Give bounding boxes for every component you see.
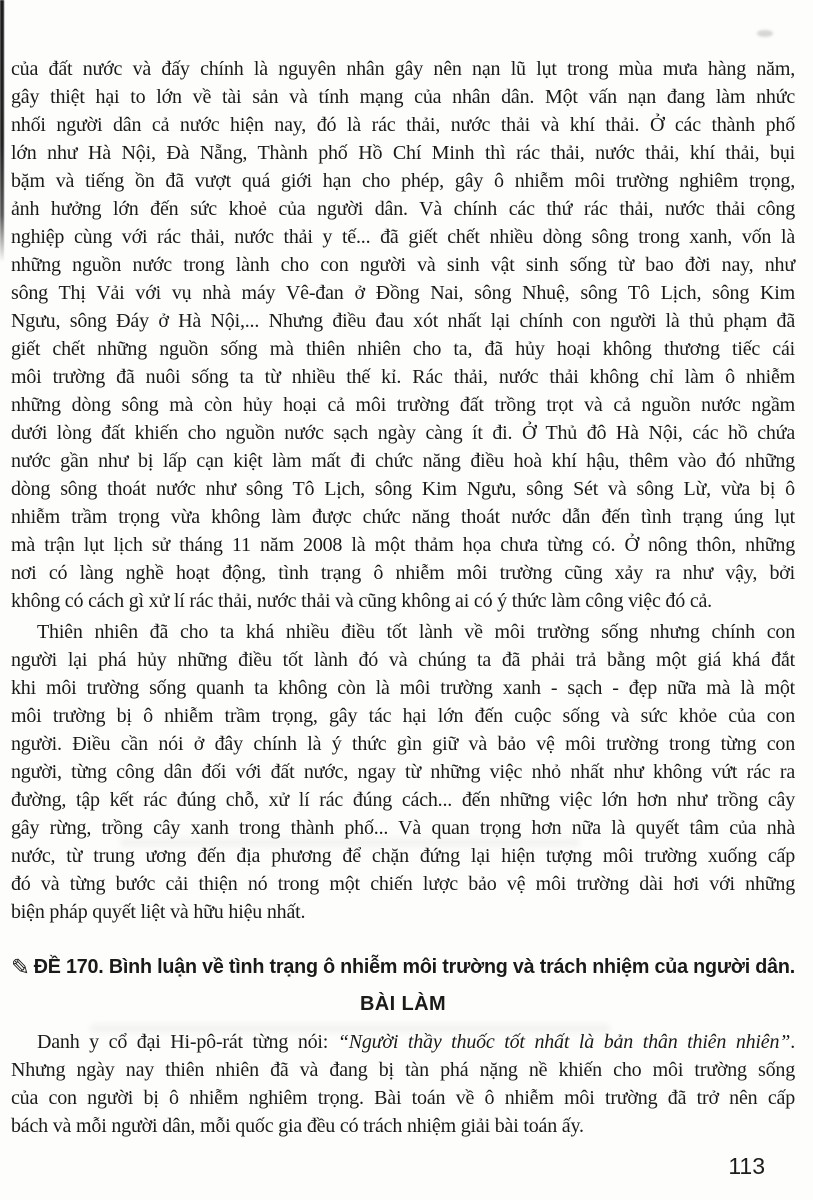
scan-artifact-left-edge [0,0,4,262]
text-line: người, từng công dân đối với đất nước, ngay từ những việc nhỏ nhất như không vứt rác ra [11,761,795,783]
text-line: gây thiệt hại to lớn về tài sản và tính mạng của nhân dân. Một vấn nạn đang làm nhức [11,86,795,108]
text-line: sông Thị Vải với vụ nhà máy Vê-đan ở Đồng Nai, sông Nhuệ, sông Tô Lịch, sông Kim [11,282,795,304]
text-line: biện pháp quyết liệt và hữu hiệu nhất. [11,901,306,923]
text-line: Thiên nhiên đã cho ta khá nhiều điều tốt lành về môi trường sống nhưng chính con [37,621,795,643]
text-line: nước gần như bị lấp cạn kiệt làm mất đi chức năng điều hoà khí hậu, thêm vào đó những [11,450,795,472]
essay-subheading: BÀI LÀM [359,993,447,1015]
page-number: 113 [728,1153,765,1179]
text-line: đường, tập kết rác đúng chỗ, xử lí rác đúng cách... đến những việc lớn hơn như trồng cây [11,789,795,811]
text-line: của đất nước và đấy chính là nguyên nhân gây nên nạn lũ lụt trong mùa mưa hàng năm, [11,58,795,80]
text-line: gây rừng, trồng cây xanh trong thành phố... Và quan trọng hơn nữa là quyết tâm của nhà [11,817,795,839]
text-line: Danh y cổ đại Hi-pô-rát từng nói: “Người thầy thuốc tốt nhất là bản thân thiên nhiên”. [37,1031,795,1053]
text-line: mà trận lụt lịch sử tháng 11 năm 2008 là một thảm họa chưa từng có. Ở nông thôn, những [11,534,795,556]
text-line: nghiệp cùng với rác thải, nước thải y tế... đã giết chết nhiều dòng sông trong xanh, vốn là [11,226,795,248]
text-line: Ngưu, sông Đáy ở Hà Nội,... Nhưng điều đau xót nhất lại chính con người là thủ phạm đã [11,310,795,332]
text-line: nước, từ trung ương đến địa phương để chặn đứng lại hiện tượng môi trường xuống cấp [11,845,795,867]
text-line: nơi có làng nghề hoạt động, tình trạng ô nhiễm môi trường cũng xảy ra như vậy, bởi [11,562,795,584]
paragraph-1 [11,55,795,615]
text-line: không có cách gì xử lí rác thải, nước thải và cũng không ai có ý thức làm công việc đó cả. [11,590,712,612]
text-line: môi trường bị ô nhiễm trầm trọng, gây tác hại lớn đến cuộc sống và sức khỏe của con [11,705,795,727]
text-line: người lại phá hủy những điều tốt lành đó và chúng ta đã phải trả bằng một giá khá đắt [11,649,795,671]
exercise-heading-text: ĐỀ 170. Bình luận về tình trạng ô nhiễm môi trường và trách nhiệm của người dân. [33,956,795,978]
text-line: ảnh hưởng lớn đến sức khoẻ của người dân. Và chính các thứ rác thải, nước thải công [11,198,795,220]
pencil-icon: ✎ [11,955,30,981]
text-line: dưới lòng đất khiến cho nguồn nước sạch ngày càng ít đi. Ở Thủ đô Hà Nội, các hồ chứa [11,422,795,444]
text-block [11,55,795,1140]
text-line: của con người bị ô nhiễm nghiêm trọng. Bài toán về ô nhiễm môi trường đã trở nên cấp [11,1087,795,1109]
text-line: môi trường đã nuôi sống ta từ nhiều thế kỉ. Rác thải, nước thải không chỉ làm ô nhiễm [11,366,795,388]
text-line: bặm và tiếng ồn đã vượt quá giới hạn cho phép, gây ô nhiễm môi trường nghiêm trọng, [11,170,795,192]
text-line: nhiễm trầm trọng vừa không làm được chức năng thoát nước dẫn đến tình trạng úng lụt [11,506,795,528]
exercise-heading [11,952,795,982]
text-line: Nhưng ngày nay thiên nhiên đã và đang bị tàn phá nặng nề khiến cho môi trường sống [11,1059,795,1081]
paragraph-2 [11,618,795,926]
text-line: giết chết những nguồn sống mà thiên nhiên cho ta, đã hủy hoại không thương tiếc cái [11,338,795,360]
text-line: khi môi trường sống quanh ta không còn là môi trường xanh - sạch - đẹp nữa mà là một [11,677,795,699]
text-line: những dòng sông mà còn hủy hoại cả môi trường đất trồng trọt và cả nguồn nước ngầm [11,394,795,416]
scan-artifact-top-right [757,30,773,37]
text-line: nhối người dân cả nước hiện nay, đó là rác thải, nước thải và khí thải. Ở các thành phố [11,114,795,136]
text-line: bách và mỗi người dân, mỗi quốc gia đều có trách nhiệm giải bài toán ấy. [11,1115,584,1137]
text-line: đó và từng bước cải thiện nó trong một chiến lược bảo vệ môi trường dài hơi với những [11,873,795,895]
text-line: người. Điều cần nói ở đây chính là ý thức gìn giữ và bảo vệ môi trường trong từng con [11,733,795,755]
text-line: dòng sông thoát nước như sông Tô Lịch, sông Kim Ngưu, sông Sét và sông Lừ, vừa bị ô [11,478,795,500]
paragraph-3 [11,1028,795,1140]
text-line: lớn như Hà Nội, Đà Nẵng, Thành phố Hồ Chí Minh thì rác thải, nước thải, khí thải, bụi [11,142,795,164]
text-line: những nguồn nước trong lành cho con người và sinh vật sinh sống từ bao đời nay, như [11,254,795,276]
